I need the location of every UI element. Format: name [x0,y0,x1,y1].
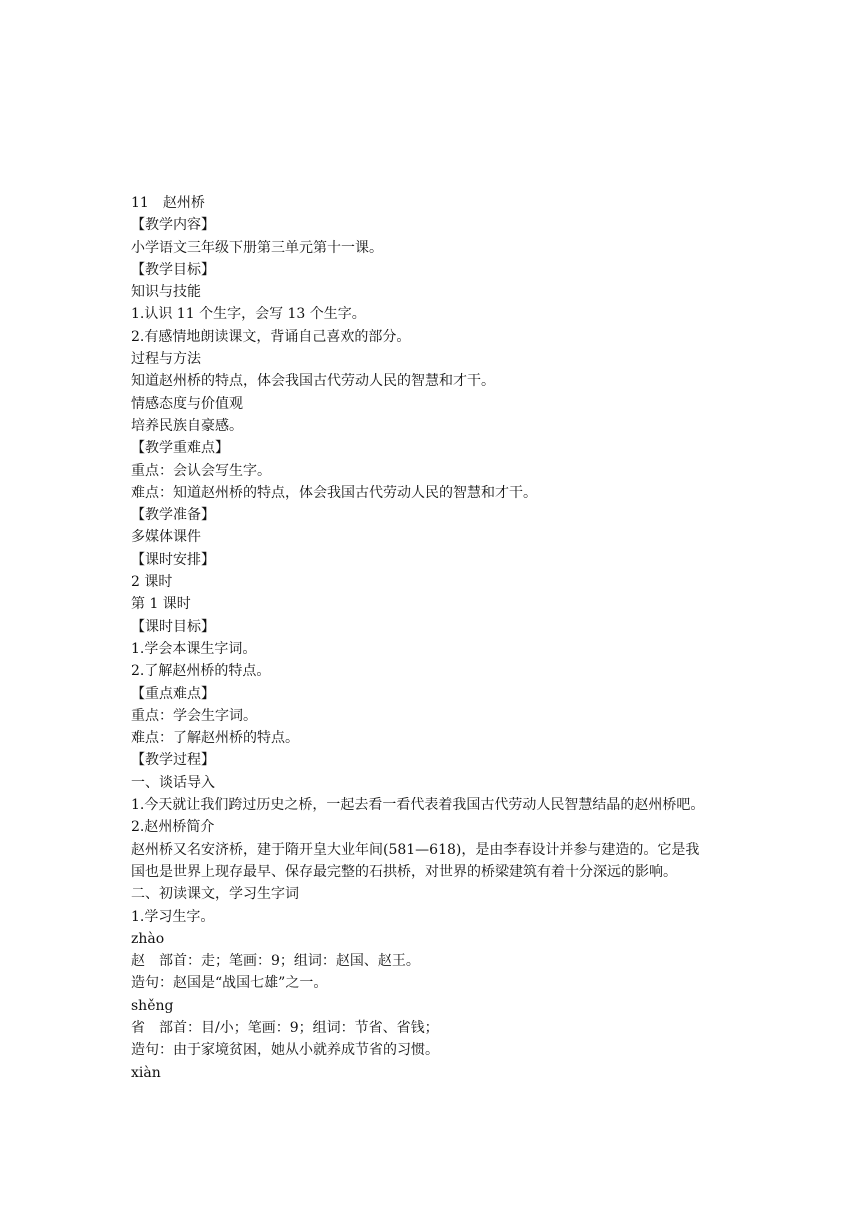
text-line: 小学语文三年级下册第三单元第十一课。 [131,239,383,256]
section-heading-process: 【教学过程】 [131,752,215,769]
subheading: 过程与方法 [131,351,201,368]
lesson-title: 11 赵州桥 [131,195,205,211]
text-line: 2 课时 [131,574,173,591]
character-entry: 省 部首：目/小；笔画：9；组词：节省、省钱； [131,1019,439,1036]
text-line: 知道赵州桥的特点，体会我国古代劳动人民的智慧和才干。 [131,373,495,390]
text-line: 赵州桥又名安济桥，建于隋开皇大业年间(581—618)，是由李春设计并参与建造的。它是我 [131,841,700,858]
text-line: 2.有感情地朗读课文，背诵自己喜欢的部分。 [131,328,411,345]
section-heading-goals: 【教学目标】 [131,261,215,278]
section-heading-focus: 【重点难点】 [131,685,215,702]
subheading: 一、谈话导入 [131,774,215,791]
text-line: 1.认识 11 个生字，会写 13 个生字。 [131,306,366,323]
subheading: 二、初读课文，学习生字词 [131,886,299,903]
pinyin: zhào [131,930,165,947]
subheading: 情感态度与价值观 [131,395,243,412]
subheading: 第 1 课时 [131,596,191,613]
section-heading-schedule: 【课时安排】 [131,551,215,568]
character-entry: 赵 部首：走；笔画：9；组词：赵国、赵王。 [131,953,420,970]
text-line: 1.今天就让我们跨过历史之桥，一起去看一看代表着我国古代劳动人民智慧结晶的赵州桥吧。 [131,797,705,814]
text-line: 重点：学会生字词。 [131,707,257,724]
section-heading-period-goals: 【课时目标】 [131,618,215,635]
text-line: 重点：会认会写生字。 [131,462,271,479]
text-line: 难点：知道赵州桥的特点，体会我国古代劳动人民的智慧和才干。 [131,484,537,501]
pinyin: xiàn [131,1064,161,1081]
text-line: 1.学习生字。 [131,908,215,925]
example-sentence: 造句：赵国是“战国七雄”之一。 [131,975,328,992]
section-heading-key-points: 【教学重难点】 [131,440,229,457]
text-line: 难点：了解赵州桥的特点。 [131,730,299,747]
text-line: 2.赵州桥简介 [131,819,215,836]
text-line: 多媒体课件 [131,529,201,546]
text-line: 培养民族自豪感。 [131,417,243,434]
section-heading-content: 【教学内容】 [131,217,215,234]
text-line: 2.了解赵州桥的特点。 [131,663,271,680]
pinyin: shěng [131,997,174,1014]
document-body [131,192,771,1084]
text-line: 国也是世界上现存最早、保存最完整的石拱桥，对世界的桥梁建筑有着十分深远的影响。 [131,863,677,880]
subheading: 知识与技能 [131,284,201,301]
text-line: 1.学会本课生字词。 [131,640,257,657]
section-heading-preparation: 【教学准备】 [131,507,215,524]
example-sentence: 造句：由于家境贫困，她从小就养成节省的习惯。 [131,1042,439,1059]
